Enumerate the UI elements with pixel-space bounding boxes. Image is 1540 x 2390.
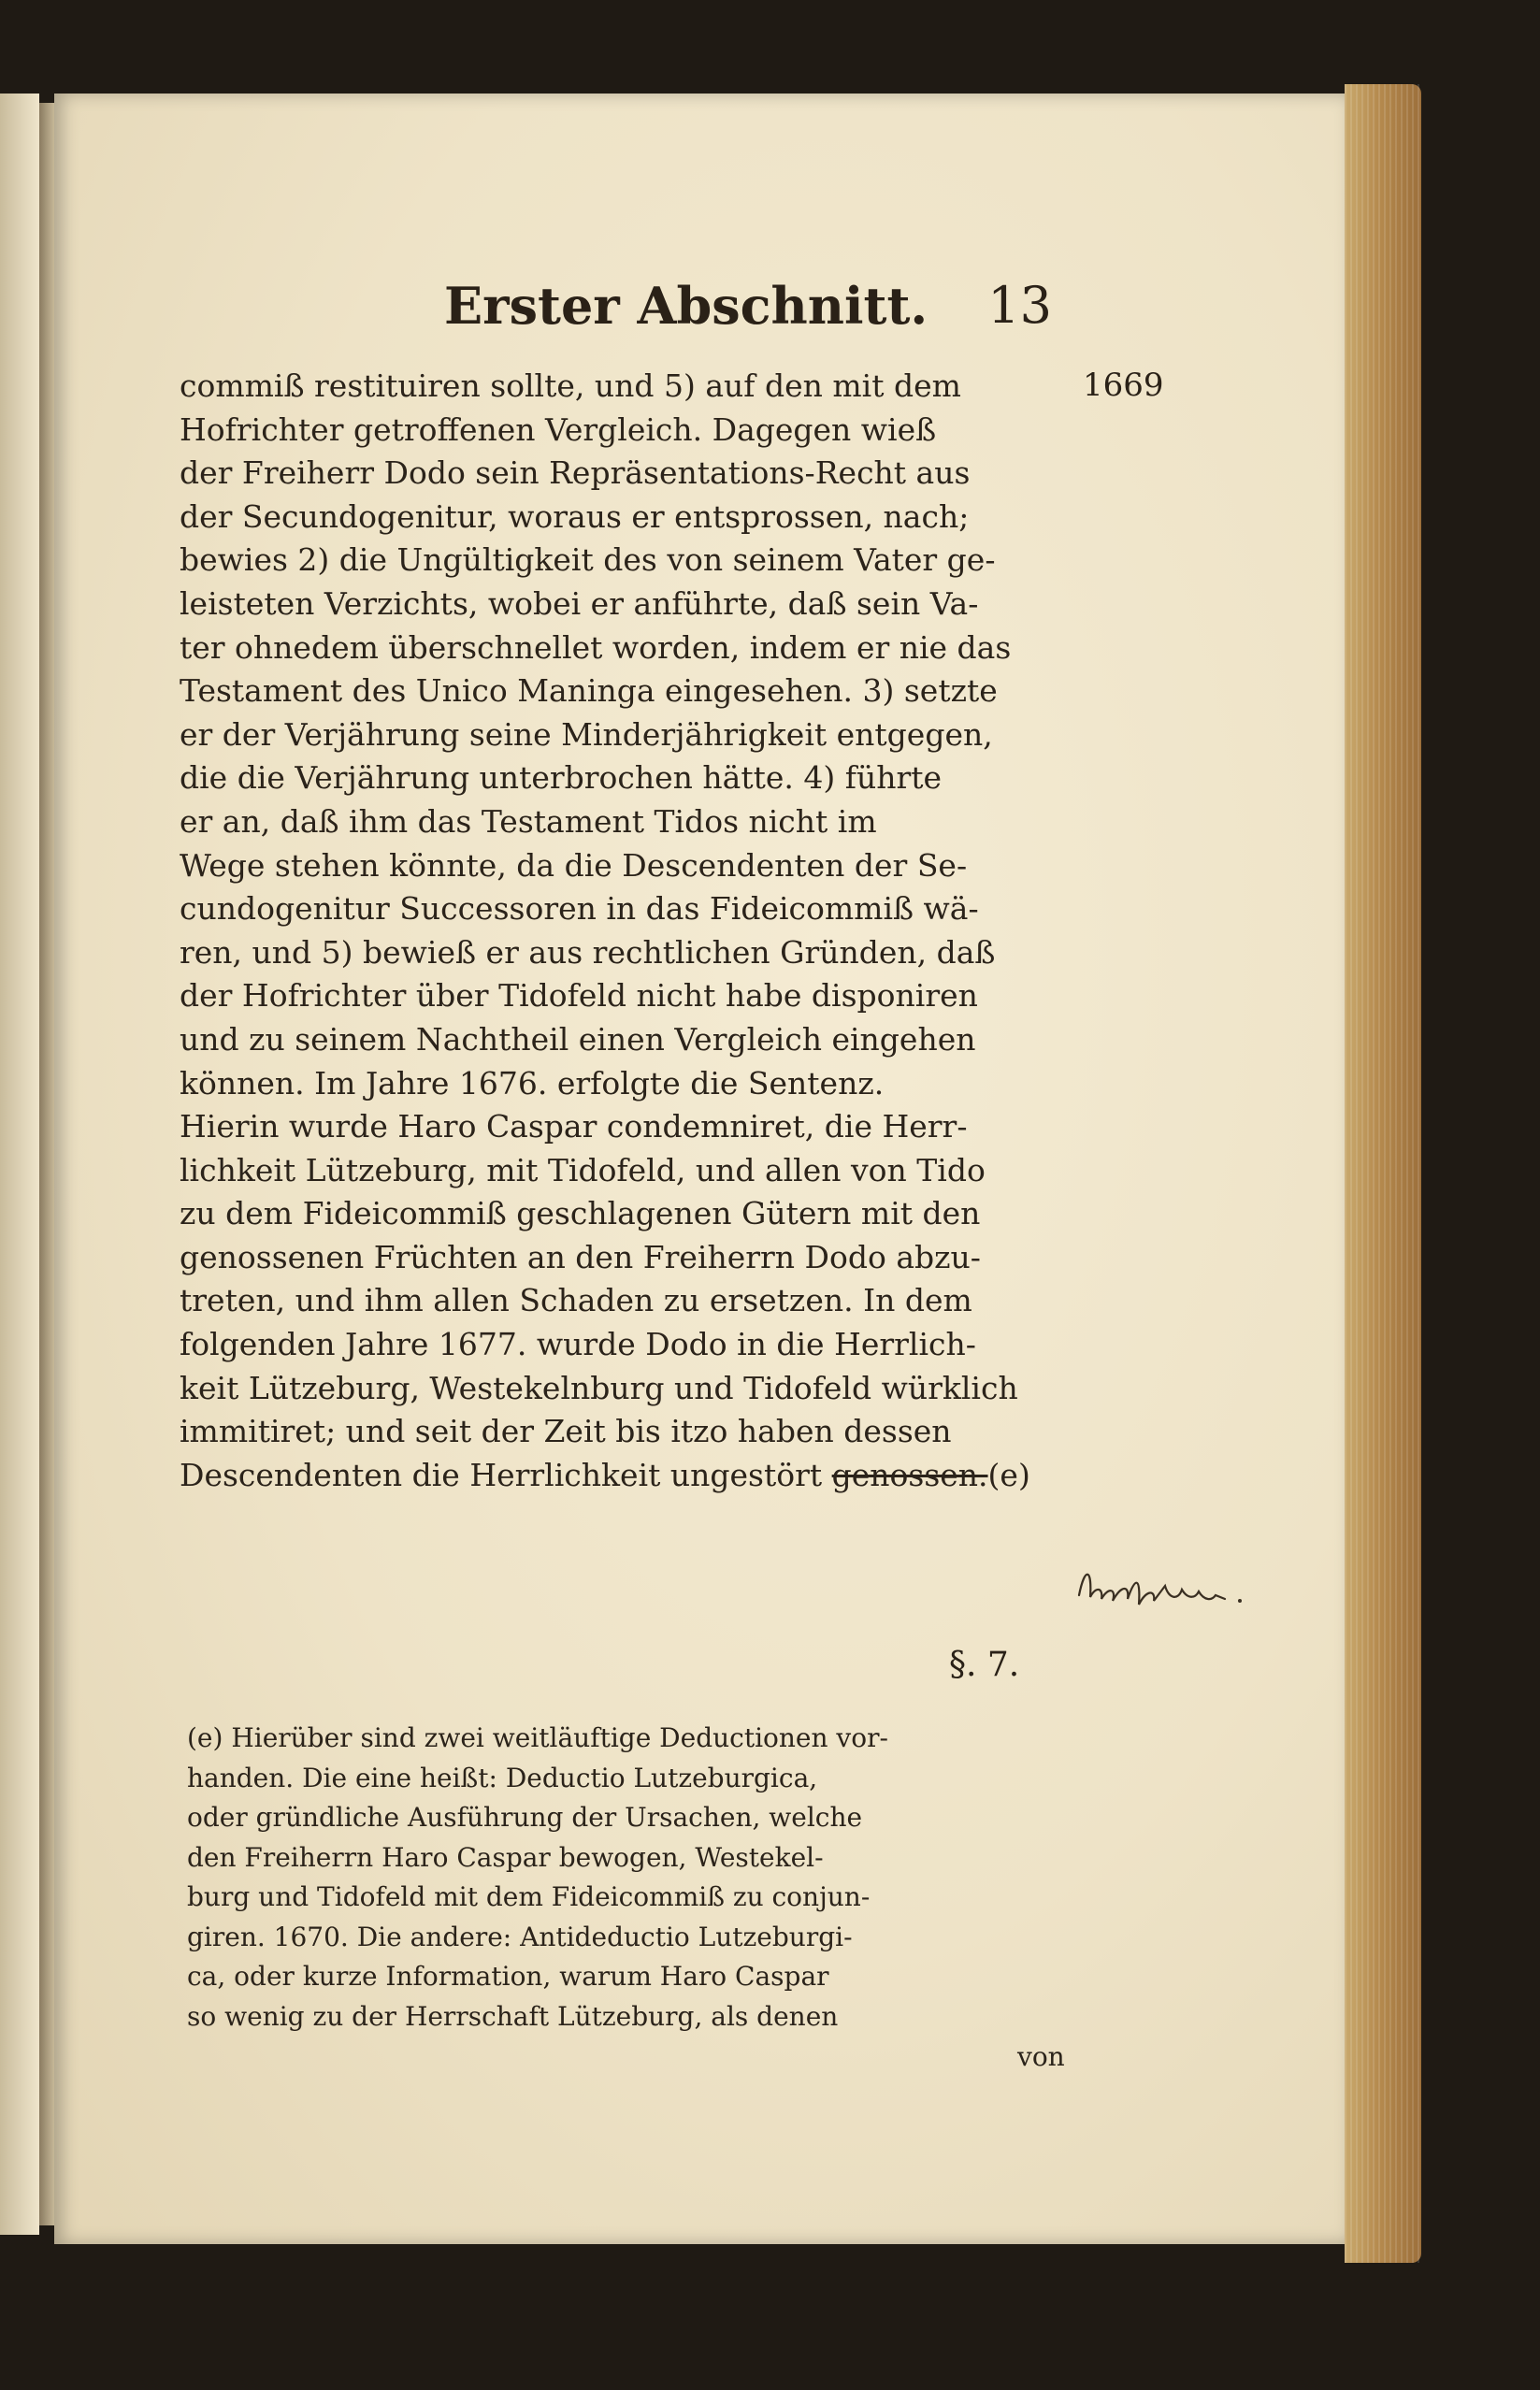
text-line: genossenen Früchten an den Freiherrn Dodo abzu- xyxy=(180,1238,981,1275)
text-line: und zu seinem Nachtheil einen Vergleich eingehen xyxy=(180,1020,976,1058)
page-number: 13 xyxy=(987,276,1052,335)
text-line: immitiret; und seit der Zeit bis itzo haben dessen xyxy=(180,1413,952,1450)
catchword: von xyxy=(1017,2041,1065,2072)
text-line: der Hofrichter über Tidofeld nicht habe disponiren xyxy=(180,977,978,1015)
text-line: der Freiherr Dodo sein Repräsentations-Recht aus xyxy=(180,454,971,492)
text-line: bewies 2) die Ungültigkeit des von seinem Vater ge- xyxy=(180,541,996,579)
text-line: folgenden Jahre 1677. wurde Dodo in die Herrlich- xyxy=(180,1326,976,1363)
text-line: Hofrichter getroffenen Vergleich. Dagegen wieß xyxy=(180,410,937,448)
text-line: Testament des Unico Maninga eingesehen. 3) setzte xyxy=(180,672,998,710)
text-line: die die Verjährung unterbrochen hätte. 4) führte xyxy=(180,759,943,797)
page-header xyxy=(444,276,1080,341)
text-line: ter ohnedem überschnellet worden, indem er nie das xyxy=(180,628,1012,666)
text-line: er der Verjährung seine Minderjährigkeit entgegen, xyxy=(180,715,993,753)
text-line: treten, und ihm allen Schaden zu ersetzen. In dem xyxy=(180,1282,972,1319)
section-mark: §. 7. xyxy=(949,1646,1020,1684)
text-line: er an, daß ihm das Testament Tidos nicht im xyxy=(180,802,877,840)
text-line: können. Im Jahre 1676. erfolgte die Sentenz. xyxy=(180,1064,885,1101)
text-line: leisteten Verzichts, wobei er anführte, daß sein Va- xyxy=(180,584,979,622)
text-line: Wege stehen könnte, da die Descendenten der Se- xyxy=(180,846,968,884)
text-line: cundogenitur Successoren in das Fideicommiß wä- xyxy=(180,890,979,928)
text-line: der Secundogenitur, woraus er entsprossen, nach; xyxy=(180,497,970,535)
text-line: keit Lützeburg, Westekelnburg und Tidofeld würklich xyxy=(180,1369,1018,1406)
footnote-line: handen. Die eine heißt: Deductio Lutzeburgica, xyxy=(187,1762,818,1793)
footnote-line: den Freiherrn Haro Caspar bewogen, Westekel- xyxy=(187,1841,824,1873)
footnote-line: giren. 1670. Die andere: Antideductio Lutzeburgi- xyxy=(187,1921,853,1952)
footnote-line: (e) Hierüber sind zwei weitläuftige Deductionen vor- xyxy=(187,1722,888,1753)
text-line: lichkeit Lützeburg, mit Tidofeld, und allen von Tido xyxy=(180,1151,986,1188)
text-line: Hierin wurde Haro Caspar condemniret, die Herr- xyxy=(180,1108,968,1145)
text-line: commiß restituiren sollte, und 5) auf den mit dem xyxy=(180,367,961,404)
running-head: Erster Abschnitt. xyxy=(444,276,928,336)
struck-word: genossen. xyxy=(831,1456,988,1493)
left-page-edge xyxy=(0,94,39,2235)
footnote-reference: (e) xyxy=(987,1456,1030,1493)
footnote-line: ca, oder kurze Information, warum Haro Caspar xyxy=(187,1961,829,1992)
footnote xyxy=(187,1719,1075,2037)
text-line: ren, und 5) bewieß er aus rechtlichen Gründen, daß xyxy=(180,933,996,971)
last-line-text: Descendenten die Herrlichkeit ungestört xyxy=(180,1456,823,1493)
footnote-line: oder gründliche Ausführung der Ursachen, welche xyxy=(187,1802,863,1833)
handwritten-note xyxy=(1075,1558,1253,1614)
footnote-line: burg und Tidofeld mit dem Fideicommiß zu conjun- xyxy=(187,1881,871,1912)
page-edges xyxy=(1345,84,1421,2263)
last-text-line xyxy=(180,1454,1068,1498)
footnote-line: so wenig zu der Herrschaft Lützeburg, als denen xyxy=(187,2000,839,2032)
margin-year: 1669 xyxy=(1083,367,1164,404)
body-text xyxy=(180,365,1068,1497)
text-line: zu dem Fideicommiß geschlagenen Gütern mit den xyxy=(180,1195,981,1232)
